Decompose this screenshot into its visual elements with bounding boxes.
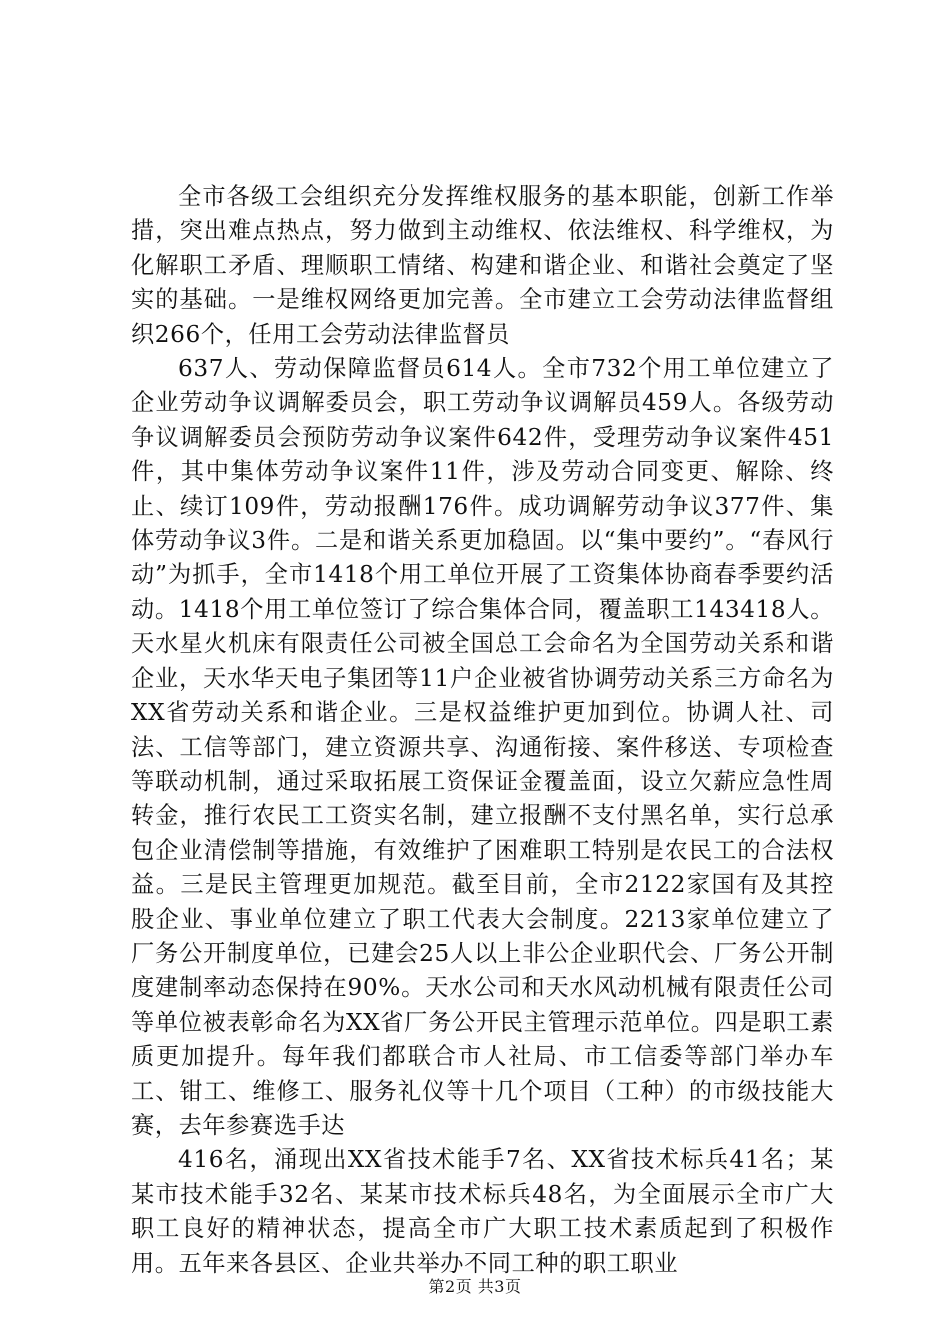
page-number-footer: 第2页 共3页 xyxy=(428,1277,522,1296)
paragraph-2: 637人、劳动保障监督员614人。全市732个用工单位建立了企业劳动争议调解委员会，职工劳动争议调解员459人。各级劳动争议调解委员会预防劳动争议案件642件，受理劳动争议案件451件，其中集体劳动争议案件11件，涉及劳动合同变更、解除、终止、续订109件，劳动报酬176件。成功调解劳动争议377件、集体劳动争议3件。二是和谐关系更加稳固。以“集中要约”。“春风行动”为抓手，全市1418个用工单位开展了工资集体协商春季要约活动。1418个用工单位签订了综合集体合同，覆盖职工143418人。天水星火机床有限责任公司被全国总工会命名为全国劳动关系和谐企业，天水华天电子集团等11户企业被省协调劳动关系三方命名为XX省劳动关系和谐企业。三是权益维护更加到位。协调人社、司法、工信等部门，建立资源共享、沟通衔接、案件移送、专项检查等联动机制，通过采取拓展工资保证金覆盖面，设立欠薪应急性周转金，推行农民工工资实名制，建立报酬不支付黑名单，实行总承包企业清偿制等措施，有效维护了困难职工特别是农民工的合法权益。三是民主管理更加规范。截至目前，全市2122家国有及其控股企业、事业单位建立了职工代表大会制度。2213家单位建立了厂务公开制度单位，已建会25人以上非公企业职代会、厂务公开制度建制率动态保持在90%。天水公司和天水风动机械有限责任公司等单位被表彰命名为XX省厂务公开民主管理示范单位。四是职工素质更加提升。每年我们都联合市人社局、市工信委等部门举办车工、钳工、维修工、服务礼仪等十几个项目（工种）的市级技能大赛，去年参赛选手达 xyxy=(131,355,834,1139)
paragraph-3: 416名，涌现出XX省技术能手7名、XX省技术标兵41名；某某市技术能手32名、某某市技术标兵48名，为全面展示全市广大职工良好的精神状态，提高全市广大职工技术素质起到了积极作用。五年来各县区、企业共举办不同工种的职工职业 xyxy=(131,1146,834,1277)
document-body xyxy=(131,180,834,1281)
paragraph-1: 全市各级工会组织充分发挥维权服务的基本职能，创新工作举措，突出难点热点，努力做到主动维权、依法维权、科学维权，为化解职工矛盾、理顺职工情绪、构建和谐企业、和谐社会奠定了坚实的基础。一是维权网络更加完善。全市建立工会劳动法律监督组织266个，任用工会劳动法律监督员 xyxy=(131,183,834,348)
